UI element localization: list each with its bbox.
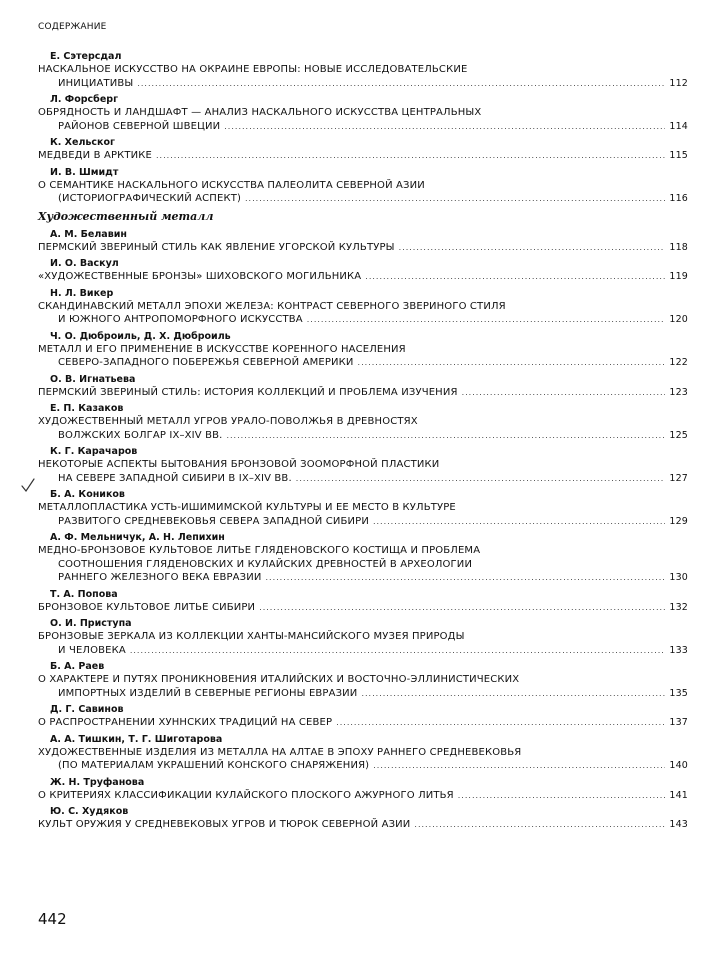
entry-title-line bbox=[38, 241, 688, 255]
entry-author: А. Ф. Мельничук, А. Н. Лепихин bbox=[50, 532, 225, 543]
toc-entry bbox=[38, 703, 688, 730]
entry-title-text: МЕТАЛЛ И ЕГО ПРИМЕНЕНИЕ В ИСКУССТВЕ КОРЕННОГО НАСЕЛЕНИЯ bbox=[38, 343, 406, 355]
entry-title-text: НА СЕВЕРЕ ЗАПАДНОЙ СИБИРИ В IX–XIV ВВ. bbox=[58, 472, 292, 484]
entry-title-line bbox=[38, 63, 688, 77]
entry-author: Б. А. Коников bbox=[50, 489, 125, 500]
entry-title-line bbox=[38, 571, 688, 585]
entry-title-line bbox=[38, 515, 688, 529]
toc-entry bbox=[38, 228, 688, 255]
entry-page-number: 116 bbox=[669, 193, 688, 204]
entry-page-number: 133 bbox=[669, 644, 688, 656]
entry-title-text: О КРИТЕРИЯХ КЛАССИФИКАЦИИ КУЛАЙСКОГО ПЛОСКОГО АЖУРНОГО ЛИТЬЯ bbox=[38, 789, 454, 801]
entry-title-line bbox=[38, 501, 688, 515]
entry-page-number: 120 bbox=[669, 314, 688, 325]
entry-page-number: 143 bbox=[669, 819, 688, 830]
leader-dots bbox=[399, 241, 666, 255]
entry-title-line bbox=[38, 386, 688, 400]
entry-page-number: 119 bbox=[669, 271, 688, 282]
entry-title-text: СООТНОШЕНИЯ ГЛЯДЕНОВСКИХ И КУЛАЙСКИХ ДРЕВНОСТЕЙ В АРХЕОЛОГИИ bbox=[58, 558, 473, 570]
entry-title-line bbox=[38, 429, 688, 443]
entry-title-line bbox=[38, 300, 688, 314]
toc-entry bbox=[38, 330, 688, 370]
entry-author: Д. Г. Савинов bbox=[50, 704, 124, 715]
toc-entry bbox=[38, 488, 688, 528]
toc-entry bbox=[38, 93, 688, 133]
entry-title-text: МЕДНО-БРОНЗОВОЕ КУЛЬТОВОЕ ЛИТЬЕ ГЛЯДЕНОВСКОГО КОСТИЩА И ПРОБЛЕМА bbox=[38, 545, 481, 556]
entry-page-number: 122 bbox=[669, 357, 688, 368]
entry-title-line bbox=[38, 458, 688, 472]
entry-title-line bbox=[38, 673, 688, 687]
entry-title-text: ИМПОРТНЫХ ИЗДЕЛИЙ В СЕВЕРНЫЕ РЕГИОНЫ ЕВРАЗИИ bbox=[58, 687, 358, 699]
entry-title-text: БРОНЗОВОЕ КУЛЬТОВОЕ ЛИТЬЕ СИБИРИ bbox=[38, 601, 256, 613]
entry-author: Ю. С. Худяков bbox=[50, 806, 129, 817]
entry-page-number: 112 bbox=[669, 77, 688, 89]
leader-dots bbox=[156, 149, 665, 163]
entry-title-text: И ЧЕЛОВЕКА bbox=[58, 644, 126, 656]
entry-title-text: ХУДОЖЕСТВЕННЫЙ МЕТАЛЛ УГРОВ УРАЛО-ПОВОЛЖЬЯ В ДРЕВНОСТЯХ bbox=[38, 416, 418, 427]
toc-entry bbox=[38, 805, 688, 832]
entry-author: К. Хельског bbox=[50, 137, 115, 148]
entry-page-number: 137 bbox=[669, 717, 688, 728]
toc-entry bbox=[38, 373, 688, 400]
entry-page-number: 130 bbox=[669, 572, 688, 583]
toc-entry bbox=[38, 588, 688, 615]
running-head: СОДЕРЖАНИЕ bbox=[38, 22, 107, 32]
entry-title-text: ХУДОЖЕСТВЕННЫЕ ИЗДЕЛИЯ ИЗ МЕТАЛЛА НА АЛТАЕ В ЭПОХУ РАННЕГО СРЕДНЕВЕКОВЬЯ bbox=[38, 746, 522, 758]
entry-title-text: НАСКАЛЬНОЕ ИСКУССТВО НА ОКРАИНЕ ЕВРОПЫ: НОВЫЕ ИССЛЕДОВАТЕЛЬСКИЕ bbox=[38, 64, 468, 75]
entry-title-text: О СЕМАНТИКЕ НАСКАЛЬНОГО ИСКУССТВА ПАЛЕОЛИТА СЕВЕРНОЙ АЗИИ bbox=[38, 179, 425, 191]
entry-title-text: И ЮЖНОГО АНТРОПОМОРФНОГО ИСКУССТВА bbox=[58, 314, 303, 325]
entry-title-text: НЕКОТОРЫЕ АСПЕКТЫ БЫТОВАНИЯ БРОНЗОВОЙ ЗООМОРФНОЙ ПЛАСТИКИ bbox=[38, 459, 440, 470]
leader-dots bbox=[137, 77, 665, 91]
entry-title-text: (ПО МАТЕРИАЛАМ УКРАШЕНИЙ КОНСКОГО СНАРЯЖЕНИЯ) bbox=[58, 760, 370, 771]
entry-title-line bbox=[38, 415, 688, 429]
entry-title-line bbox=[38, 630, 688, 644]
entry-author: И. О. Васкул bbox=[50, 258, 119, 269]
entry-author: Ж. Н. Труфанова bbox=[50, 776, 145, 788]
entry-title-line bbox=[38, 192, 688, 206]
entry-title-line bbox=[38, 789, 688, 803]
leader-dots bbox=[259, 601, 665, 615]
entry-title-line bbox=[38, 106, 688, 120]
toc-entry bbox=[38, 733, 688, 773]
toc-entry bbox=[38, 531, 688, 585]
entry-title-text: ИНИЦИАТИВЫ bbox=[58, 77, 134, 89]
entry-page-number: 140 bbox=[669, 760, 688, 771]
entry-author: Л. Форсберг bbox=[50, 94, 119, 105]
entry-title-line bbox=[38, 270, 688, 284]
entry-title-text: МЕТАЛЛОПЛАСТИКА УСТЬ-ИШИМИМСКОЙ КУЛЬТУРЫ И ЕЕ МЕСТО В КУЛЬТУРЕ bbox=[38, 502, 456, 513]
leader-dots bbox=[358, 356, 666, 370]
entry-page-number: 141 bbox=[669, 789, 688, 801]
leader-dots bbox=[462, 386, 666, 400]
toc-entry bbox=[38, 287, 688, 327]
entry-author: Т. А. Попова bbox=[50, 588, 118, 600]
entry-title-line bbox=[38, 644, 688, 658]
entry-author: О. В. Игнатьева bbox=[50, 373, 136, 385]
entry-title-line bbox=[38, 149, 688, 163]
leader-dots bbox=[130, 644, 666, 658]
entry-page-number: 125 bbox=[669, 429, 688, 441]
entry-title-text: БРОНЗОВЫЕ ЗЕРКАЛА ИЗ КОЛЛЕКЦИИ ХАНТЫ-МАНСИЙСКОГО МУЗЕЯ ПРИРОДЫ bbox=[38, 631, 465, 642]
entry-title-line bbox=[38, 179, 688, 193]
entry-title-line bbox=[38, 472, 688, 486]
entry-title-line bbox=[38, 77, 688, 91]
entry-title-text: СЕВЕРО-ЗАПАДНОГО ПОБЕРЕЖЬЯ СЕВЕРНОЙ АМЕРИКИ bbox=[58, 357, 354, 368]
toc-entry bbox=[38, 617, 688, 657]
entry-title-text: СКАНДИНАВСКИЙ МЕТАЛЛ ЭПОХИ ЖЕЛЕЗА: КОНТРАСТ СЕВЕРНОГО ЗВЕРИНОГО СТИЛЯ bbox=[38, 300, 506, 312]
entry-title-line bbox=[38, 558, 688, 572]
entry-title-line bbox=[38, 687, 688, 701]
leader-dots bbox=[373, 759, 665, 773]
toc-entry bbox=[38, 660, 688, 700]
entry-author: Е. Сэтерсдал bbox=[50, 51, 122, 62]
entry-author: Ч. О. Дюброиль, Д. Х. Дюброиль bbox=[50, 330, 231, 342]
entry-title-line bbox=[38, 120, 688, 134]
entry-page-number: 123 bbox=[669, 386, 688, 398]
leader-dots bbox=[307, 313, 666, 327]
entry-title-line bbox=[38, 759, 688, 773]
leader-dots bbox=[336, 716, 665, 730]
entry-author: А. М. Белавин bbox=[50, 228, 127, 240]
entry-title-line bbox=[38, 601, 688, 615]
entry-page-number: 115 bbox=[669, 150, 688, 161]
toc-entry bbox=[38, 136, 688, 163]
entry-author: А. А. Тишкин, Т. Г. Шиготарова bbox=[50, 733, 223, 745]
leader-dots bbox=[458, 789, 666, 803]
entry-page-number: 129 bbox=[669, 515, 688, 527]
entry-title-text: «ХУДОЖЕСТВЕННЫЕ БРОНЗЫ» ШИХОВСКОГО МОГИЛЬНИКА bbox=[38, 271, 362, 282]
entry-author: Е. П. Казаков bbox=[50, 403, 124, 414]
toc-entry bbox=[38, 257, 688, 284]
entry-title-text: КУЛЬТ ОРУЖИЯ У СРЕДНЕВЕКОВЫХ УГРОВ И ТЮРОК СЕВЕРНОЙ АЗИИ bbox=[38, 819, 411, 830]
entry-group-metal bbox=[38, 228, 688, 832]
entry-title-text: О ХАРАКТЕРЕ И ПУТЯХ ПРОНИКНОВЕНИЯ ИТАЛИЙСКИХ И ВОСТОЧНО-ЭЛЛИНИСТИЧЕСКИХ bbox=[38, 674, 520, 685]
entry-author: Н. Л. Викер bbox=[50, 287, 114, 299]
toc-entry bbox=[38, 50, 688, 90]
leader-dots bbox=[361, 687, 665, 701]
entry-title-text: ВОЛЖСКИХ БОЛГАР IX–XIV ВВ. bbox=[58, 429, 223, 441]
toc-entry bbox=[38, 402, 688, 442]
entry-author: О. И. Приступа bbox=[50, 618, 132, 629]
page-number: 442 bbox=[38, 910, 67, 928]
entry-title-line bbox=[38, 746, 688, 760]
entry-title-text: РАННЕГО ЖЕЛЕЗНОГО ВЕКА ЕВРАЗИИ bbox=[58, 572, 262, 583]
entry-title-text: РАЗВИТОГО СРЕДНЕВЕКОВЬЯ СЕВЕРА ЗАПАДНОЙ СИБИРИ bbox=[58, 515, 369, 527]
leader-dots bbox=[224, 120, 665, 134]
entry-title-text: РАЙОНОВ СЕВЕРНОЙ ШВЕЦИИ bbox=[58, 120, 221, 132]
entry-title-line bbox=[38, 343, 688, 357]
entry-page-number: 135 bbox=[669, 687, 688, 699]
entry-title-text: МЕДВЕДИ В АРКТИКЕ bbox=[38, 150, 152, 161]
entry-author: К. Г. Карачаров bbox=[50, 446, 138, 457]
handwritten-check-mark bbox=[20, 477, 36, 493]
entry-title-text: О РАСПРОСТРАНЕНИИ ХУННСКИХ ТРАДИЦИЙ НА СЕВЕР bbox=[38, 717, 333, 728]
entry-group-rock-art bbox=[38, 50, 688, 206]
leader-dots bbox=[245, 192, 665, 206]
entry-title-line bbox=[38, 716, 688, 730]
toc-entry bbox=[38, 445, 688, 485]
entry-title-line bbox=[38, 313, 688, 327]
entry-title-text: (ИСТОРИОГРАФИЧЕСКИЙ АСПЕКТ) bbox=[58, 193, 242, 204]
leader-dots bbox=[414, 818, 665, 832]
toc-entry bbox=[38, 166, 688, 206]
leader-dots bbox=[265, 571, 665, 585]
entry-title-line bbox=[38, 544, 688, 558]
leader-dots bbox=[365, 270, 665, 284]
entry-page-number: 132 bbox=[669, 601, 688, 613]
entry-author: И. В. Шмидт bbox=[50, 166, 119, 178]
entry-title-line bbox=[38, 356, 688, 370]
entry-title-line bbox=[38, 818, 688, 832]
leader-dots bbox=[226, 429, 665, 443]
entry-page-number: 127 bbox=[669, 472, 688, 484]
entry-title-text: ПЕРМСКИЙ ЗВЕРИНЫЙ СТИЛЬ КАК ЯВЛЕНИЕ УГОРСКОЙ КУЛЬТУРЫ bbox=[38, 241, 395, 253]
table-of-contents bbox=[38, 50, 688, 835]
entry-page-number: 114 bbox=[669, 120, 688, 132]
entry-title-text: ПЕРМСКИЙ ЗВЕРИНЫЙ СТИЛЬ: ИСТОРИЯ КОЛЛЕКЦИЙ И ПРОБЛЕМА ИЗУЧЕНИЯ bbox=[38, 386, 458, 398]
section-title: Художественный металл bbox=[38, 209, 214, 223]
entry-author: Б. А. Раев bbox=[50, 661, 105, 672]
leader-dots bbox=[373, 515, 665, 529]
entry-title-text: ОБРЯДНОСТЬ И ЛАНДШАФТ — АНАЛИЗ НАСКАЛЬНОГО ИСКУССТВА ЦЕНТРАЛЬНЫХ bbox=[38, 107, 482, 118]
toc-entry bbox=[38, 776, 688, 803]
leader-dots bbox=[296, 472, 666, 486]
entry-page-number: 118 bbox=[669, 241, 688, 253]
